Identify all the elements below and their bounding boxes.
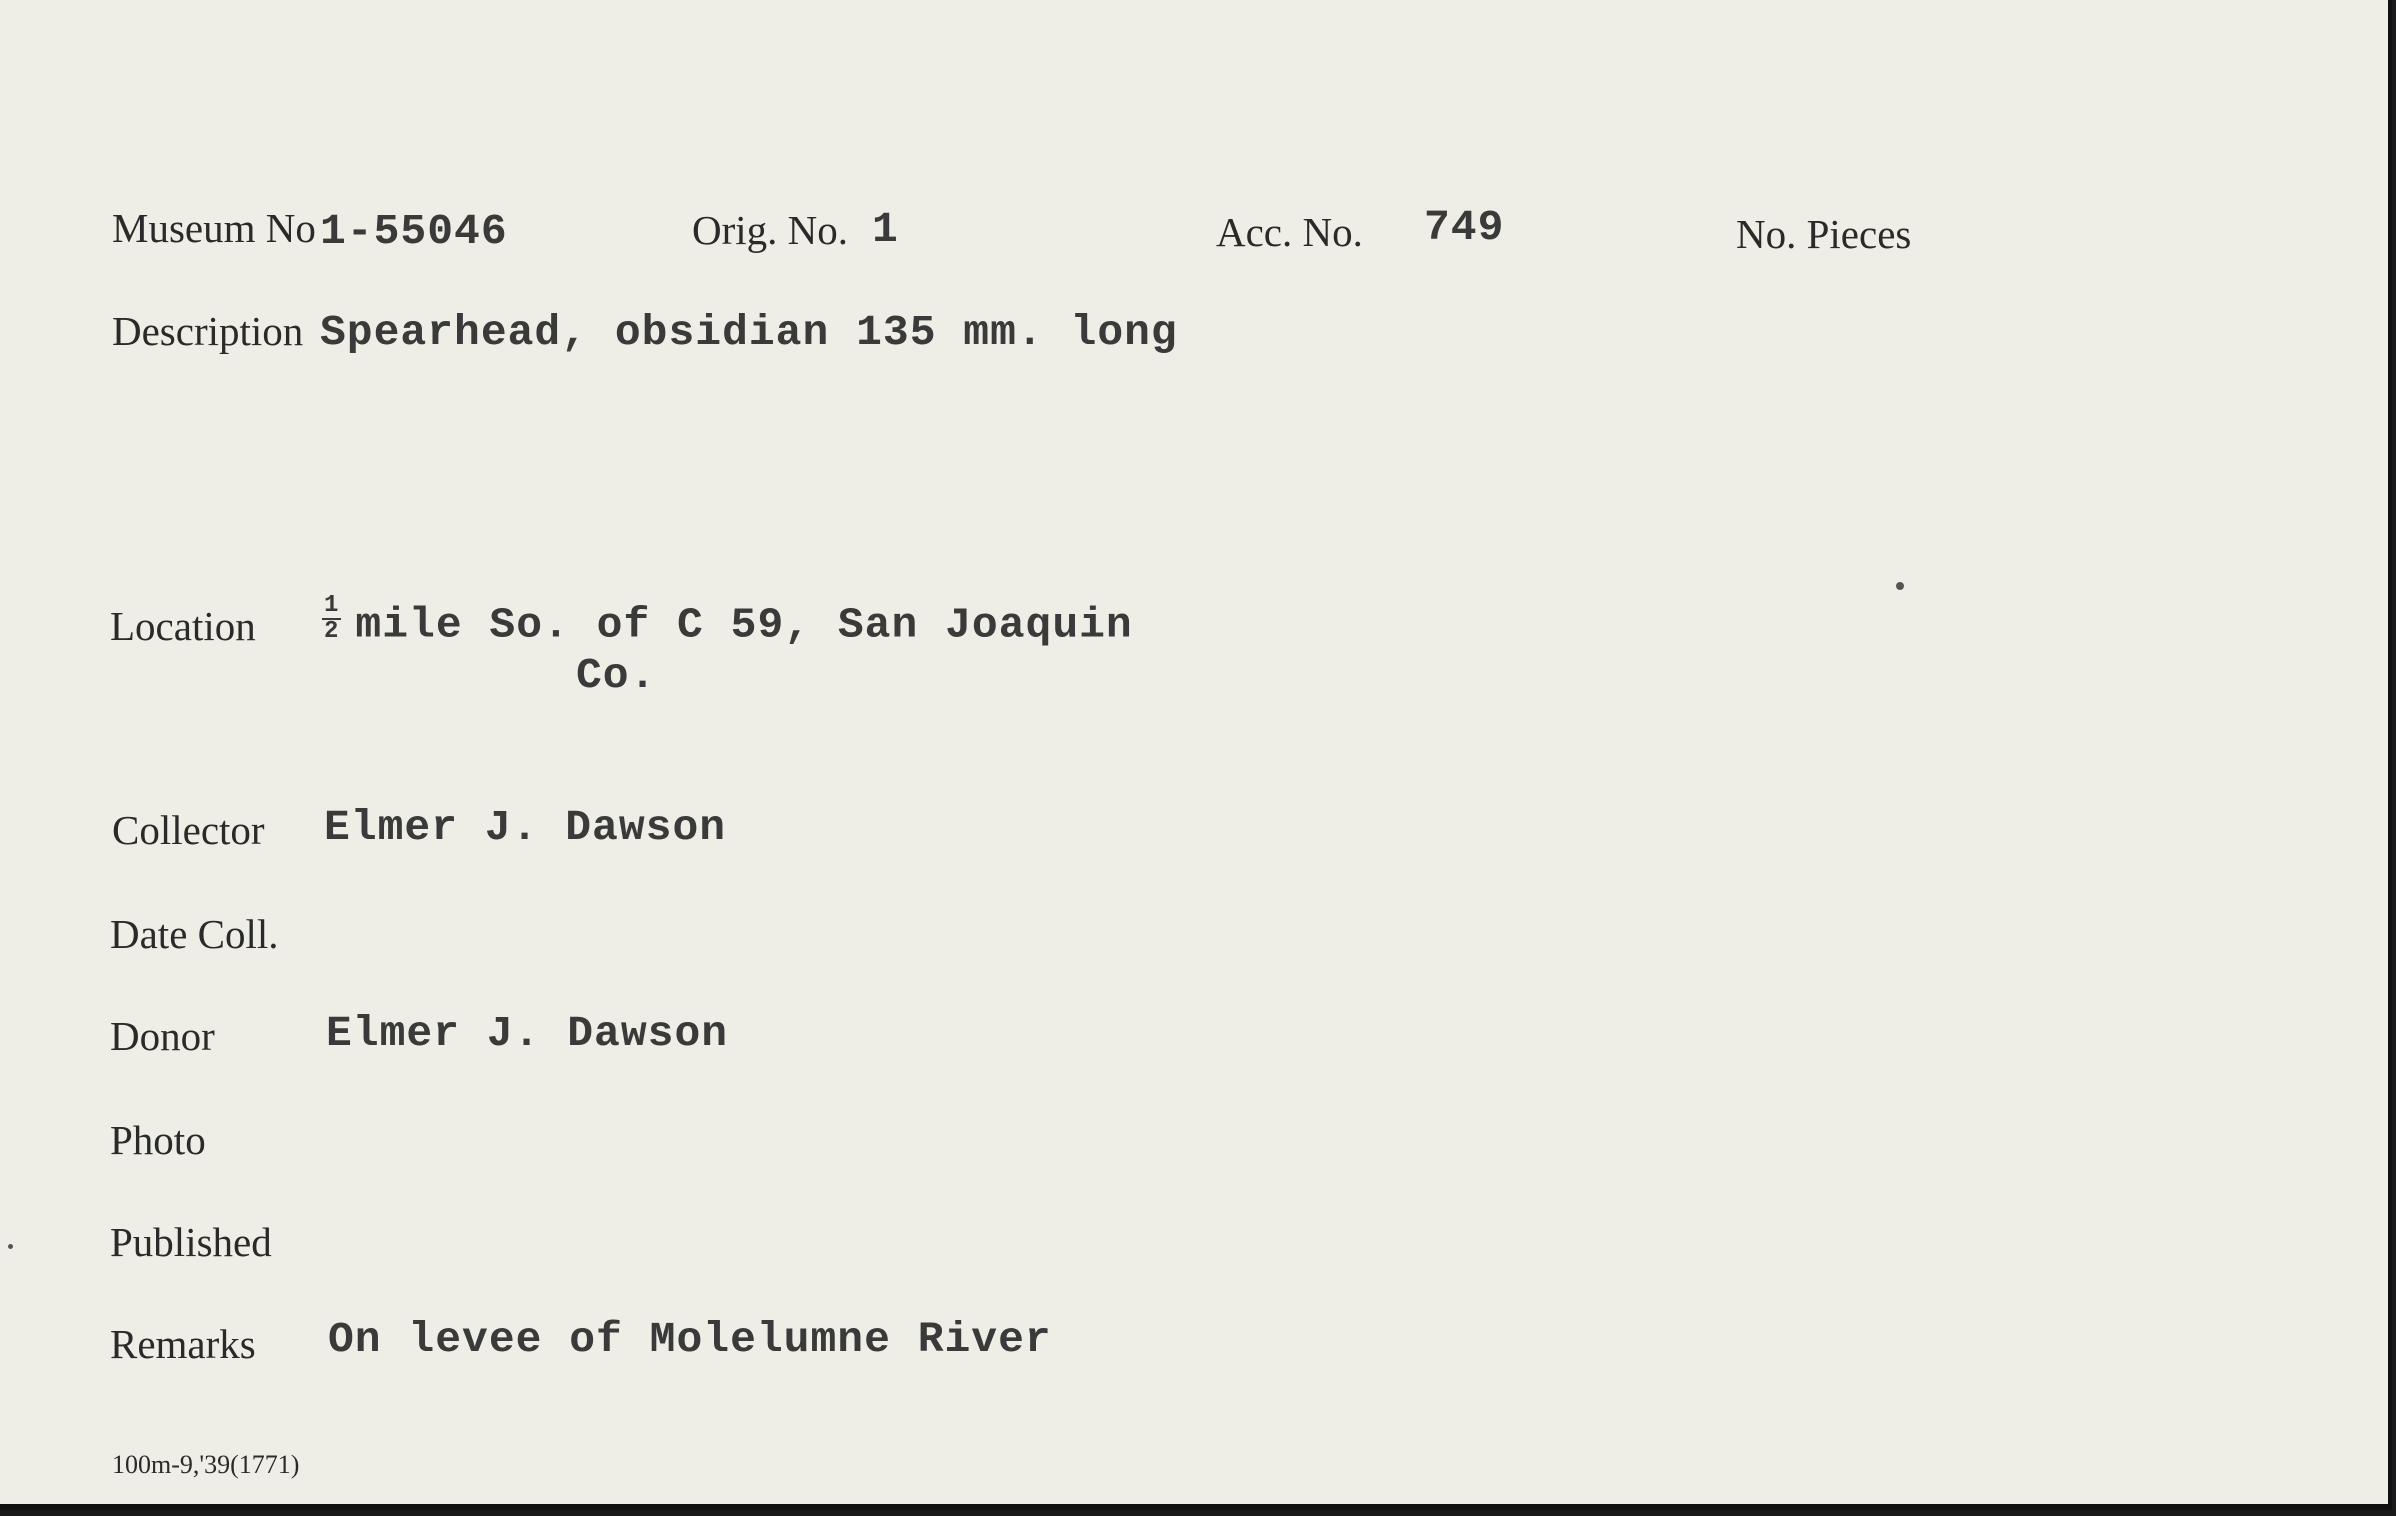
ink-speck [8,1244,13,1249]
location-line1-text: mile So. of C 59, San Joaquin [355,600,1133,650]
photo-label: Photo [110,1117,206,1163]
fraction-numerator: 1 [324,592,340,619]
remarks-value: On levee of Molelumne River [328,1315,1052,1364]
description-label: Description [112,308,304,354]
location-fraction [322,594,341,644]
collector-value: Elmer J. Dawson [324,803,727,852]
no-pieces-label: No. Pieces [1736,211,1912,257]
donor-value: Elmer J. Dawson [326,1009,729,1058]
museum-no-value: 1-55046 [320,207,508,256]
location-line2: Co. [576,651,657,700]
ink-speck [1896,582,1904,590]
location-label: Location [110,603,256,649]
print-code: 100m-9,'39(1771) [112,1450,300,1479]
orig-no-label: Orig. No. [692,207,849,253]
acc-no-value: 749 [1424,203,1505,252]
location-line1 [322,592,1133,650]
orig-no-value: 1 [872,205,899,254]
description-value: Spearhead, obsidian 135 mm. long [320,308,1178,357]
published-label: Published [110,1219,272,1265]
date-coll-label: Date Coll. [110,911,279,957]
museum-no-label: Museum No [112,205,316,251]
acc-no-label: Acc. No. [1216,209,1363,255]
collector-label: Collector [112,807,265,853]
remarks-label: Remarks [110,1321,256,1367]
donor-label: Donor [110,1013,215,1059]
fraction-denominator: 2 [324,618,340,645]
